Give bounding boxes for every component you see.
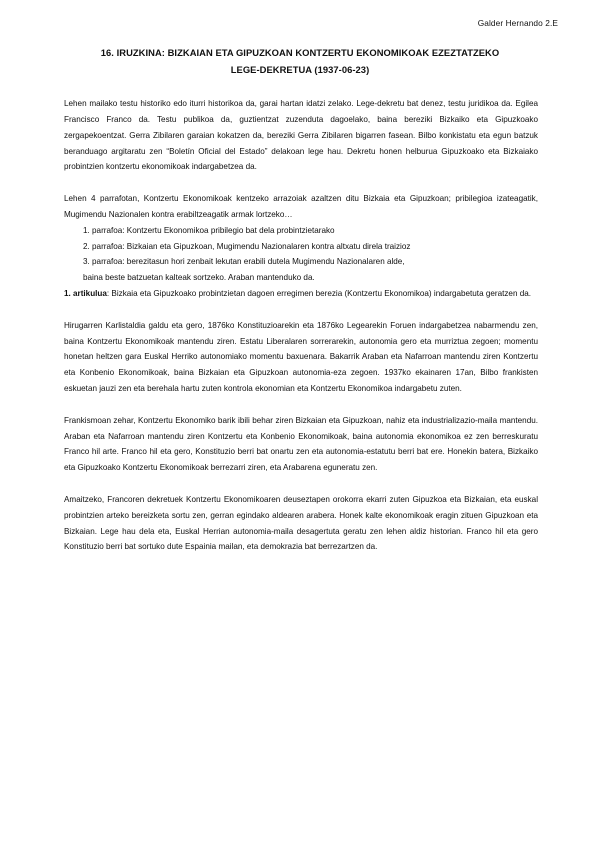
author-header: Galder Hernando 2.E <box>477 18 558 28</box>
paragraph-conclusion: Amaitzeko, Francoren dekretuek Kontzertu Ekonomikoaren deuseztapen orokorra ekarri zuten Gipuzkoa eta Bizkaian, eta euskal probintzien arteko bereizketa sortu zen, gerran egindako aldearen arabera. Honek kalte ekonomikoak eragin zituen Gipuzkoan eta Bizkaian. Lege hau dela eta, Euskal Herrian autonomia-maila desagertuta geratu zen lehen aldiz historian. Franco hil eta gero Konstituzio berri bat sortuko dute Espainia mailan, eta demokrazia bat berrezartzen da. <box>64 494 538 552</box>
article-paragraph <box>64 286 538 302</box>
list-item: 1. parrafoa: Kontzertu Ekonomikoa pribilegio bat dela probintzietarako <box>83 225 335 235</box>
document-title <box>60 44 540 78</box>
article-label: 1. artikulua <box>64 289 107 299</box>
list-item-line: 3. parrafoa: berezitasun hori zenbait lekutan erabili dutela Mugimendu Nazionalaren alde, <box>83 257 405 267</box>
paragraph-consequences: Frankismoan zehar, Kontzertu Ekonomiko barik ibili behar ziren Bizkaian eta Gipuzkoan, nahiz eta industrializazio-maila mantendu. Araban eta Nafarroan mantendu ziren Kontzertu eta Konbenio Ekonomikoak, baina autonomia ekonomikoa ez zen berreskuratu Franco hil arte. Franco hil eta gero, Konstituzio berri bat onartu zen eta autonomia-estatutu berri bat ere. Honekin batera, Bizkaiko eta Gipuzkoako Kontzertu Ekonomikoak berrezarri ziren, eta Arabarena eguneratu zen. <box>64 415 538 473</box>
paragraph-structure: Lehen 4 parrafotan, Kontzertu Ekonomikoak kentzeko arrazoiak azaltzen ditu Bizkaia eta Gipuzkoan; pribilegioa izateagatik, Mugimendu Nazionalen kontra erabiltzeagatik armak lortzeko… <box>64 194 538 219</box>
list-item: 2. parrafoa: Bizkaian eta Gipuzkoan, Mugimendu Nazionalaren kontra altxatu direla traizioz <box>83 241 411 251</box>
title-line-2: LEGE-DEKRETUA (1937-06-23) <box>230 64 370 75</box>
document-body <box>64 96 538 571</box>
title-line-1: 16. IRUZKINA: BIZKAIAN ETA GIPUZKOAN KONTZERTU EKONOMIKOAK EZEZTATZEKO <box>100 47 500 58</box>
paragraph-intro: Lehen mailako testu historiko edo iturri historikoa da, garai hartan idatzi zelako. Lege-dekretu bat denez, testu juridikoa da. Egilea Francisco Franco da. Testu publikoa da, guztientzat zuzenduta dagoelako, baina bereziki Bizkaiko eta Gipuzkoako zergapekoentzat. Gerra Zibilaren garaian kokatzen da, bereziki Gerra Zibilaren bigarren fasean. Bilbo konkistatu eta egun batzuk beranduago argitaratu zen “Boletín Oficial del Estado” delakoan lege hau. Dekretu honen helburua Gipuzkoako eta Bizkaiako probintzien kontzertu ekonomikoak indargabetzea da. <box>64 99 538 172</box>
article-text: : Bizkaia eta Gipuzkoako probintzietan dagoen erregimen berezia (Kontzertu Ekonomikoa) indargabetuta geratzen da. <box>106 289 532 299</box>
paragraph-context: Hirugarren Karlistaldia galdu eta gero, 1876ko Konstituzioarekin eta 1876ko Legearekin Foruen indargabetzea nabarmendu zen, baina Kontzertu Ekonomikoak mantendu ziren. Estatu Liberalaren sorrerarekin, autonomia gero eta murriztua zegoen; momentu honetan heltzen gara Euskal Herriko autonomiako momentu baxuenara. Bakarrik Araban eta Nafarroan mantendu ziren Kontzertu eta Konbenio Ekonomikoak, baina Bizkaian eta Gipuzkoan autonomia-eza zegoen. 1937ko ekainaren 17an, Bilbo frankisten eskuetan jauzi zen eta berehala hartu zuten kontrola ekonomian eta Kontzertu Ekonomikoa indargabetu zuten. <box>64 320 538 394</box>
list-item-line: baina beste batzuetan kalteak sortzeko. Araban mantenduko da. <box>83 273 315 283</box>
list-item <box>64 254 538 286</box>
